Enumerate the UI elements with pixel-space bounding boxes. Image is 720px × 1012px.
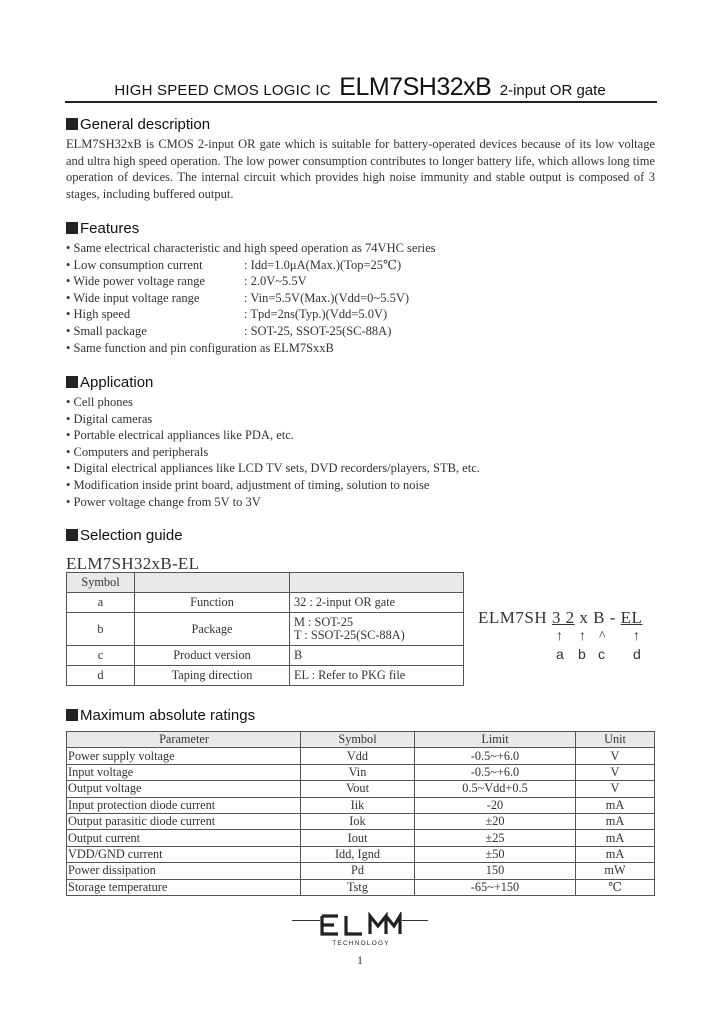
table-header-row: [67, 732, 655, 748]
table-row: [67, 666, 464, 686]
header-cell: Parameter: [67, 732, 301, 748]
max-ratings-table: [66, 731, 655, 896]
title-prefix: HIGH SPEED CMOS LOGIC IC: [114, 82, 331, 99]
document-title: [0, 73, 720, 102]
selection-part-code: ELM7SH32xB-EL: [66, 554, 200, 573]
table-row: Power dissipation Pd 150 mW: [67, 863, 655, 879]
application-item: • Computers and peripherals: [66, 444, 209, 459]
table-row: Input protection diode current Iik -20 mA: [67, 797, 655, 813]
title-suffix: 2-input OR gate: [499, 82, 606, 99]
header-cell: Limit: [415, 732, 576, 748]
value-cell: [290, 613, 464, 646]
elm-logo: [320, 912, 402, 948]
header-cell: [135, 573, 290, 593]
application-item: • Power voltage change from 5V to 3V: [66, 494, 261, 509]
application-item: • Cell phones: [66, 395, 133, 409]
feature-item: • Wide power voltage range : 2.0V~5.5V: [66, 274, 307, 289]
square-bullet-icon: [66, 709, 78, 721]
table-header-row: [67, 573, 464, 593]
application-item: • Modification inside print board, adjustment of timing, solution to noise: [66, 477, 430, 492]
application-item: • Digital cameras: [66, 411, 153, 426]
selection-guide-heading: Selection guide: [66, 527, 183, 544]
header-cell: Symbol: [67, 573, 135, 593]
table-row: [67, 613, 464, 646]
table-row: Storage temperature Tstg -65~+150 ℃: [67, 879, 655, 895]
value-cell: EL : Refer to PKG file: [290, 666, 464, 686]
code-label: d: [633, 646, 641, 662]
name-cell: Taping direction: [135, 666, 290, 686]
code-label: c: [598, 646, 605, 662]
application-item: • Portable electrical appliances like PDA, etc.: [66, 428, 294, 443]
table-row: Output parasitic diode current Iok ±20 mA: [67, 813, 655, 829]
name-cell: Product version: [135, 646, 290, 666]
general-description-text: ELM7SH32xB is CMOS 2-input OR gate which is suitable for battery-operated devices because of its low voltage and ultra high speed operation. The low power consumption contributes to longer battery life, which allows long time operation of devices. The internal circuit which provides high noise immunity and stable output is composed of 3 stages, including buffered output.: [66, 137, 655, 201]
table-row: Output current Iout ±25 mA: [67, 830, 655, 846]
symbol-cell: b: [67, 613, 135, 646]
page-number: 1: [357, 953, 363, 967]
table-row: Input voltage Vin -0.5~+6.0 V: [67, 764, 655, 780]
symbol-cell: a: [67, 593, 135, 613]
feature-item: • Small package : SOT-25, SSOT-25(SC-88A): [66, 323, 392, 338]
header-cell: Symbol: [301, 732, 415, 748]
part-code-text: ELM7SH 3 2 x B - EL: [478, 608, 643, 627]
title-rule: [65, 101, 657, 103]
name-cell: Function: [135, 593, 290, 613]
square-bullet-icon: [66, 376, 78, 388]
value-line: T : SSOT-25(SC-88A): [294, 628, 405, 642]
application-heading: Application: [66, 374, 153, 391]
header-cell: Unit: [576, 732, 655, 748]
application-list: [66, 394, 666, 510]
table-row: Output voltage Vout 0.5~Vdd+0.5 V: [67, 781, 655, 797]
arrow-up-icon: ↑: [633, 629, 640, 644]
value-line: M : SOT-25: [294, 615, 353, 629]
code-label: a: [556, 646, 564, 662]
selection-table: [66, 572, 464, 686]
symbol-cell: d: [67, 666, 135, 686]
max-ratings-heading: Maximum absolute ratings: [66, 707, 255, 724]
title-part-number: ELM7SH32xB: [339, 73, 492, 101]
features-list: [66, 240, 666, 356]
general-description-heading: General description: [66, 116, 210, 133]
name-cell: Package: [135, 613, 290, 646]
square-bullet-icon: [66, 118, 78, 130]
table-row: [67, 646, 464, 666]
value-cell: 32 : 2-input OR gate: [290, 593, 464, 613]
square-bullet-icon: [66, 222, 78, 234]
feature-item: • Same electrical characteristic and high speed operation as 74VHC series: [66, 241, 436, 255]
value-cell: B: [290, 646, 464, 666]
feature-item: • High speed : Tpd=2ns(Typ.)(Vdd=5.0V): [66, 307, 388, 322]
feature-item: • Low consumption current : Idd=1.0μA(Max.)(Top=25℃): [66, 257, 402, 272]
caret-up-icon: ^: [599, 629, 606, 644]
code-label: b: [578, 646, 586, 662]
features-heading: Features: [66, 220, 139, 237]
feature-item: • Same function and pin configuration as ELM7SxxB: [66, 340, 334, 355]
symbol-cell: c: [67, 646, 135, 666]
table-row: VDD/GND current Idd, Ignd ±50 mA: [67, 846, 655, 862]
header-cell: [290, 573, 464, 593]
arrow-up-icon: ↑: [556, 629, 563, 644]
application-item: • Digital electrical appliances like LCD TV sets, DVD recorders/players, STB, etc.: [66, 461, 480, 476]
svg-text:TECHNOLOGY: TECHNOLOGY: [332, 940, 390, 947]
part-code-diagram: [478, 608, 658, 668]
table-row: Power supply voltage Vdd -0.5~+6.0 V: [67, 748, 655, 764]
arrow-up-icon: ↑: [579, 629, 586, 644]
table-row: [67, 593, 464, 613]
square-bullet-icon: [66, 529, 78, 541]
feature-item: • Wide input voltage range : Vin=5.5V(Max.)(Vdd=0~5.5V): [66, 290, 410, 305]
